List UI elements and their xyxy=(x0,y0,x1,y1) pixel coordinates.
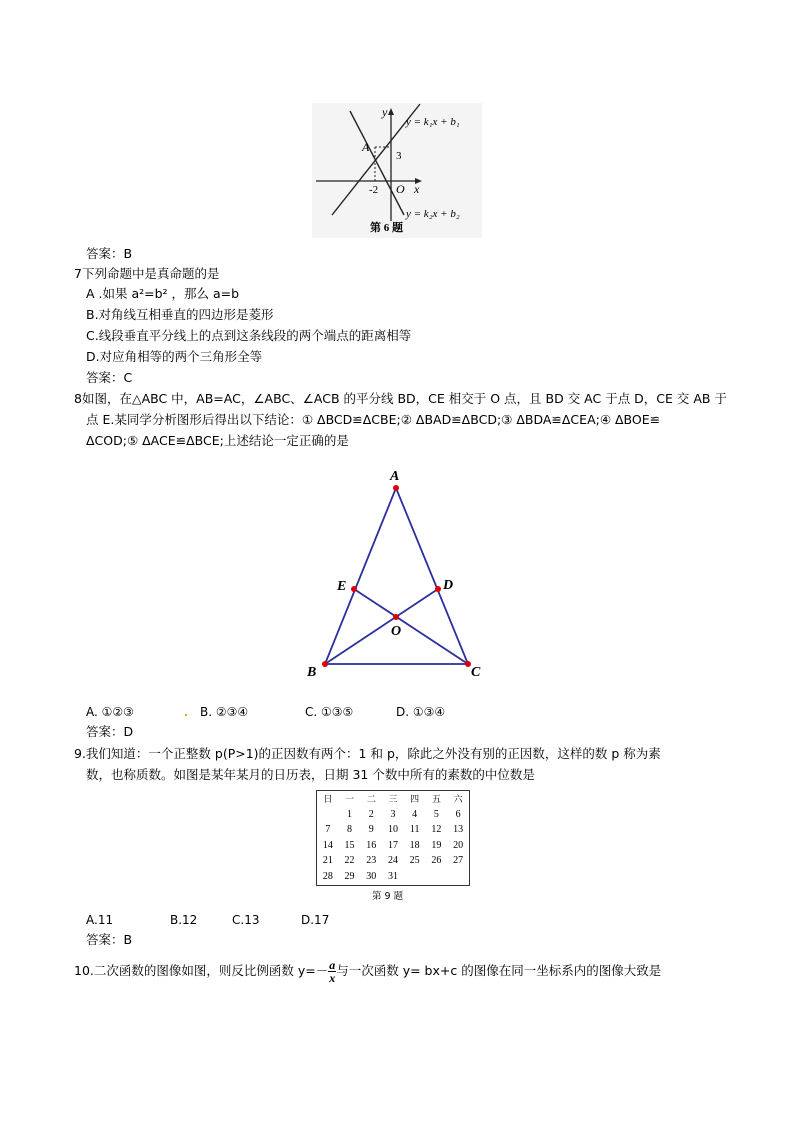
calendar-cell: 25 xyxy=(409,855,420,867)
q7-answer: 答案：C xyxy=(86,370,133,385)
calendar-cell: 22 xyxy=(344,855,355,867)
calendar-header-cell: 五 xyxy=(431,795,441,806)
q9-stem-line2: 数，也称质数。如图是某年某月的日历表，日期 31 个数中所有的素数的中位数是 xyxy=(86,767,535,782)
q6-figure xyxy=(312,103,482,238)
calendar-cell: 24 xyxy=(387,855,398,867)
q8-point-b xyxy=(322,661,328,667)
q6-line2-label: y = k₂x + b₂ xyxy=(406,208,460,220)
calendar-cell: 12 xyxy=(431,824,442,836)
calendar-cell: 16 xyxy=(366,839,377,851)
calendar-cell: 14 xyxy=(322,839,333,851)
q8-point-a xyxy=(393,485,399,491)
calendar-cell: 11 xyxy=(409,824,420,836)
q9-stem-line1: 9.我们知道：一个正整数 p(P>1)的正因数有两个：1 和 p，除此之外没有别的正因数，这样的数 p 称为素 xyxy=(74,746,661,761)
calendar-cell: 18 xyxy=(409,839,420,851)
q8-label-b: B xyxy=(307,665,317,680)
calendar-header-cell: 三 xyxy=(388,795,398,806)
q8-point-e xyxy=(351,586,357,592)
q10-fraction-numerator: a xyxy=(329,958,336,972)
calendar-cell: 23 xyxy=(366,855,377,867)
q7-option-d: D.对应角相等的两个三角形全等 xyxy=(86,349,263,364)
q9-option-c: C.13 xyxy=(232,913,260,927)
calendar-cell: 19 xyxy=(431,839,442,851)
calendar-header-cell: 一 xyxy=(345,795,355,806)
q7-option-a: A .如果 a²=b² ，那么 a=b xyxy=(86,286,240,301)
q8-stem-line3: ΔCOD;⑤ ΔACE≌ΔBCE;上述结论一定正确的是 xyxy=(86,433,349,448)
calendar-header-cell: 四 xyxy=(410,795,420,806)
q9-option-b: B.12 xyxy=(170,913,198,927)
calendar-cell: 21 xyxy=(322,855,333,867)
q10-stem-prefix: 10.二次函数的图像如图，则反比例函数 y=－ xyxy=(74,963,329,978)
calendar-cell: 20 xyxy=(453,839,464,851)
calendar-header-cell: 六 xyxy=(453,795,463,806)
calendar-cell: 29 xyxy=(344,870,355,882)
q8-label-a: A xyxy=(390,469,400,484)
q6-x-tick: -2 xyxy=(369,184,379,196)
q9-calendar-border xyxy=(316,790,470,886)
q9-answer: 答案：B xyxy=(86,932,133,947)
q6-answer: 答案：B xyxy=(86,246,133,261)
q7-option-b: B.对角线互相垂直的四边形是菱形 xyxy=(86,307,274,322)
calendar-cell: 6 xyxy=(455,808,461,820)
calendar-header-cell: 二 xyxy=(366,795,376,806)
q8-stem-line2: 点 E.某同学分析图形后得出以下结论：① ΔBCD≌ΔCBE;② ΔBAD≌ΔBCD;③ ΔBDA≌ΔCEA;④ ΔBOE≌ xyxy=(86,412,661,427)
q9-option-a: A.11 xyxy=(86,913,114,927)
q8-option-b: B. ②③④ xyxy=(200,705,249,719)
q6-origin: O xyxy=(396,182,405,196)
calendar-cell: 4 xyxy=(412,808,418,820)
q6-line1-label: y = k₁x + b₁ xyxy=(406,116,460,128)
q9-option-d: D.17 xyxy=(301,913,330,927)
q8-point-d xyxy=(435,586,441,592)
q8-option-d: D. ①③④ xyxy=(396,705,446,719)
calendar-header-cell: 日 xyxy=(323,795,333,806)
q9-calendar-caption: 第 9 题 xyxy=(372,891,404,902)
q8-label-o: O xyxy=(391,624,402,639)
q8-stem-line1: 8如图，在△ABC 中，AB=AC，∠ABC、∠ACB 的平分线 BD，CE 相交于 O 点，且 BD 交 AC 于点 D，CE 交 AB 于 xyxy=(74,391,727,406)
q8-label-e: E xyxy=(337,579,347,594)
calendar-cell: 31 xyxy=(387,870,398,882)
q6-x-axis-label: x xyxy=(414,182,420,196)
calendar-cell: 13 xyxy=(453,824,464,836)
calendar-cell: 1 xyxy=(347,808,353,820)
calendar-cell: 28 xyxy=(322,870,333,882)
q6-caption: 第 6 题 xyxy=(370,222,403,234)
q8-triangle-figure xyxy=(300,462,500,684)
calendar-cell: 30 xyxy=(366,870,377,882)
q6-y-tick: 3 xyxy=(396,150,402,162)
q8-answer: 答案：D xyxy=(86,724,134,739)
calendar-cell: 26 xyxy=(431,855,442,867)
calendar-cell: 27 xyxy=(453,855,464,867)
q8-orange-dot xyxy=(185,714,187,716)
q6-point-label: A xyxy=(362,140,370,154)
q10-stem xyxy=(74,958,661,984)
q8-label-c: C xyxy=(471,665,481,680)
calendar-cell: 5 xyxy=(433,808,439,820)
q10-stem-suffix: 与一次函数 y= bx+c 的图像在同一坐标系内的图像大致是 xyxy=(336,963,662,978)
calendar-cell: 10 xyxy=(387,824,398,836)
q8-point-o xyxy=(393,614,399,620)
q8-option-a: A. ①②③ xyxy=(86,705,134,719)
q10-fraction-denominator: x xyxy=(329,971,336,985)
q7-stem: 7下列命题中是真命题的是 xyxy=(74,266,220,281)
calendar-cell: 7 xyxy=(325,824,331,836)
calendar-cell: 9 xyxy=(368,824,374,836)
calendar-cell: 17 xyxy=(387,839,398,851)
q8-option-c: C. ①③⑤ xyxy=(305,705,354,719)
q6-y-axis-label: y xyxy=(382,105,388,119)
calendar-cell: 15 xyxy=(344,839,355,851)
calendar-cell: 8 xyxy=(347,824,353,836)
q8-label-d: D xyxy=(443,578,454,593)
q7-option-c: C.线段垂直平分线上的点到这条线段的两个端点的距离相等 xyxy=(86,328,412,343)
calendar-cell: 3 xyxy=(390,808,396,820)
calendar-cell: 2 xyxy=(368,808,374,820)
